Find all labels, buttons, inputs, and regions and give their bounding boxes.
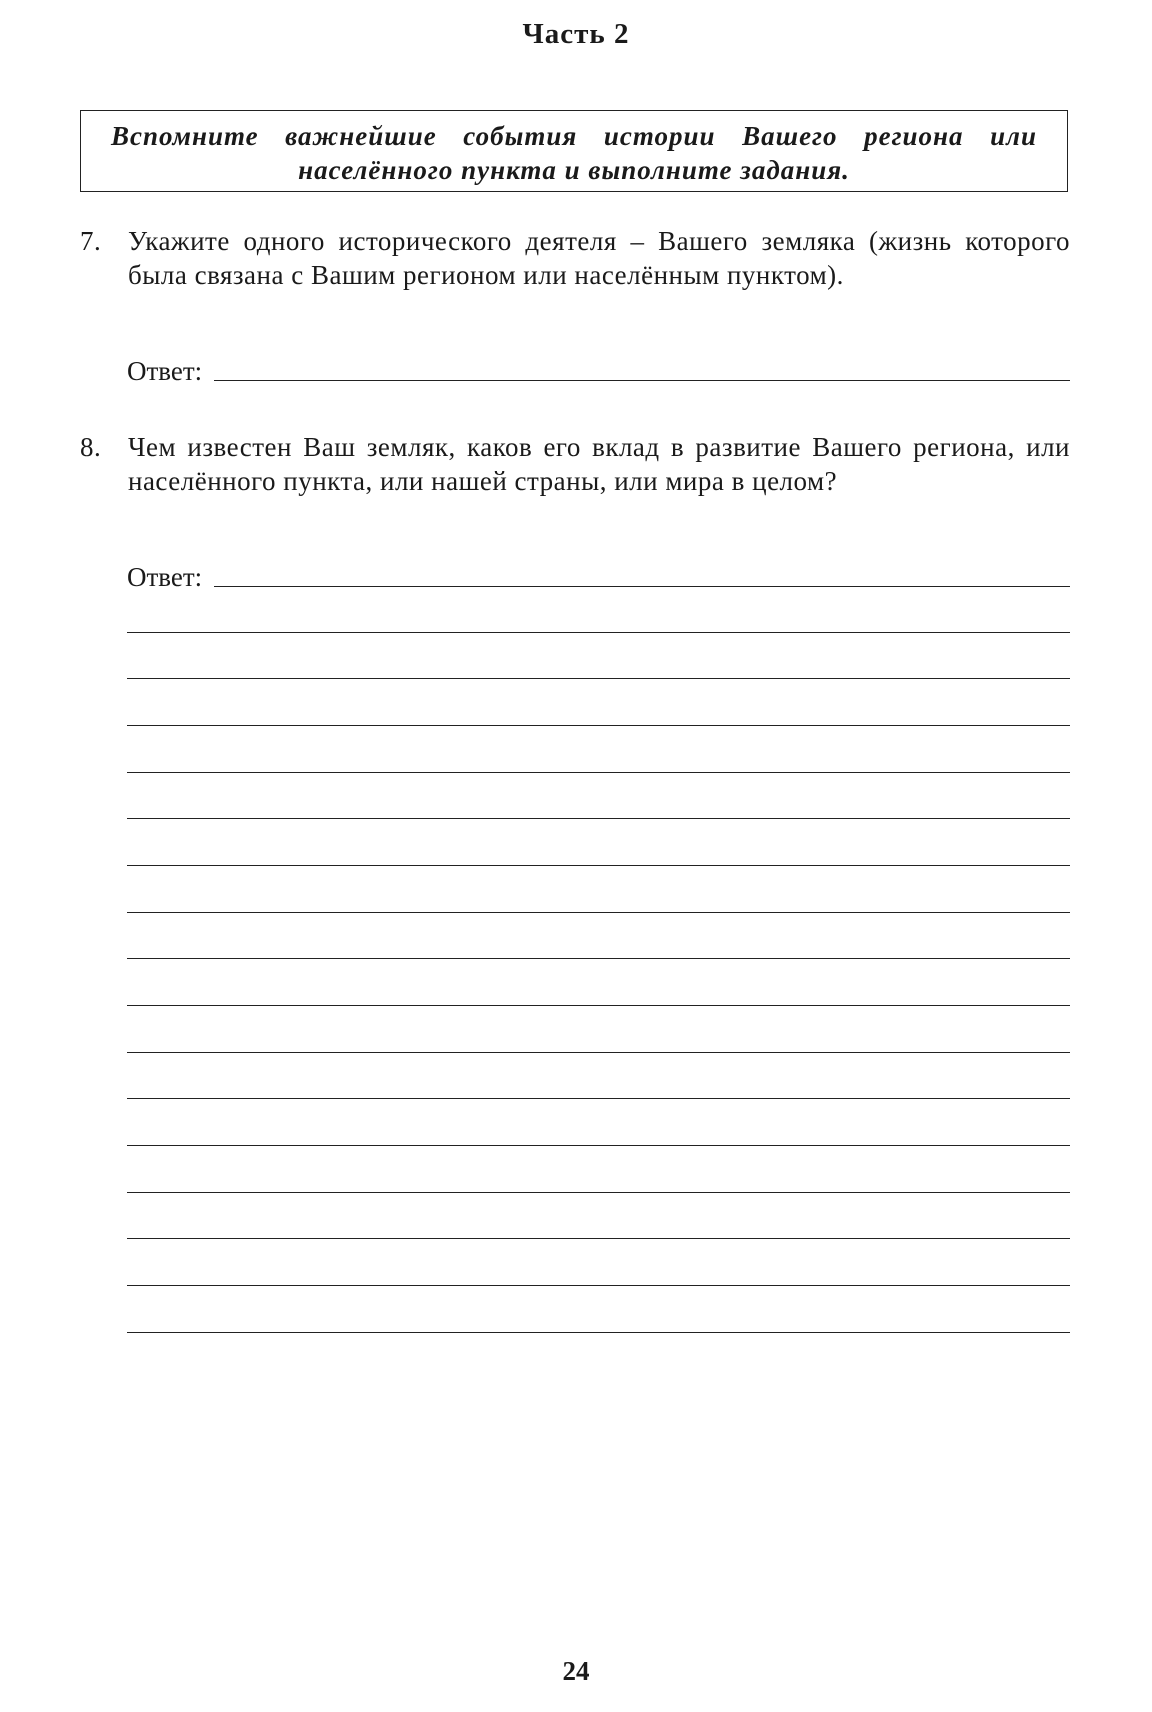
task-7: [80, 224, 1070, 292]
answer-line[interactable]: [127, 1192, 1070, 1193]
answer-line[interactable]: [127, 725, 1070, 726]
task-8: [80, 430, 1070, 498]
answer-line[interactable]: [127, 1052, 1070, 1053]
answer-line[interactable]: [127, 958, 1070, 959]
answer-line[interactable]: [127, 818, 1070, 819]
task-8-answer[interactable]: [127, 562, 1070, 593]
instruction-box: Вспомните важнейшие события истории Вашего региона или населённого пункта и выполните задания.: [80, 110, 1068, 192]
answer-line[interactable]: [127, 1332, 1070, 1333]
answer-line[interactable]: [127, 1285, 1070, 1286]
answer-label: Ответ:: [127, 562, 203, 592]
answer-line[interactable]: [214, 380, 1070, 381]
answer-line[interactable]: [127, 632, 1070, 633]
answer-line[interactable]: [127, 1098, 1070, 1099]
task-number: 8.: [80, 432, 102, 462]
page-title: Часть 2: [522, 18, 630, 50]
answer-line[interactable]: [127, 865, 1070, 866]
task-number: 7.: [80, 226, 102, 256]
answer-label: Ответ:: [127, 356, 203, 386]
answer-line[interactable]: [127, 1238, 1070, 1239]
task-7-answer[interactable]: [127, 356, 1070, 387]
answer-line[interactable]: [214, 586, 1070, 587]
task-text: Укажите одного исторического деятеля – Вашего земляка (жизнь которого была связана с Вашим регионом или населённым пунктом).: [128, 226, 1070, 290]
page-number: 24: [562, 1656, 590, 1686]
answer-line[interactable]: [127, 772, 1070, 773]
answer-line[interactable]: [127, 1145, 1070, 1146]
answer-line[interactable]: [127, 678, 1070, 679]
task-text: Чем известен Ваш земляк, каков его вклад в развитие Вашего региона, или населённого пункта, или нашей страны, или мира в целом?: [128, 432, 1070, 496]
answer-line[interactable]: [127, 912, 1070, 913]
answer-line[interactable]: [127, 1005, 1070, 1006]
